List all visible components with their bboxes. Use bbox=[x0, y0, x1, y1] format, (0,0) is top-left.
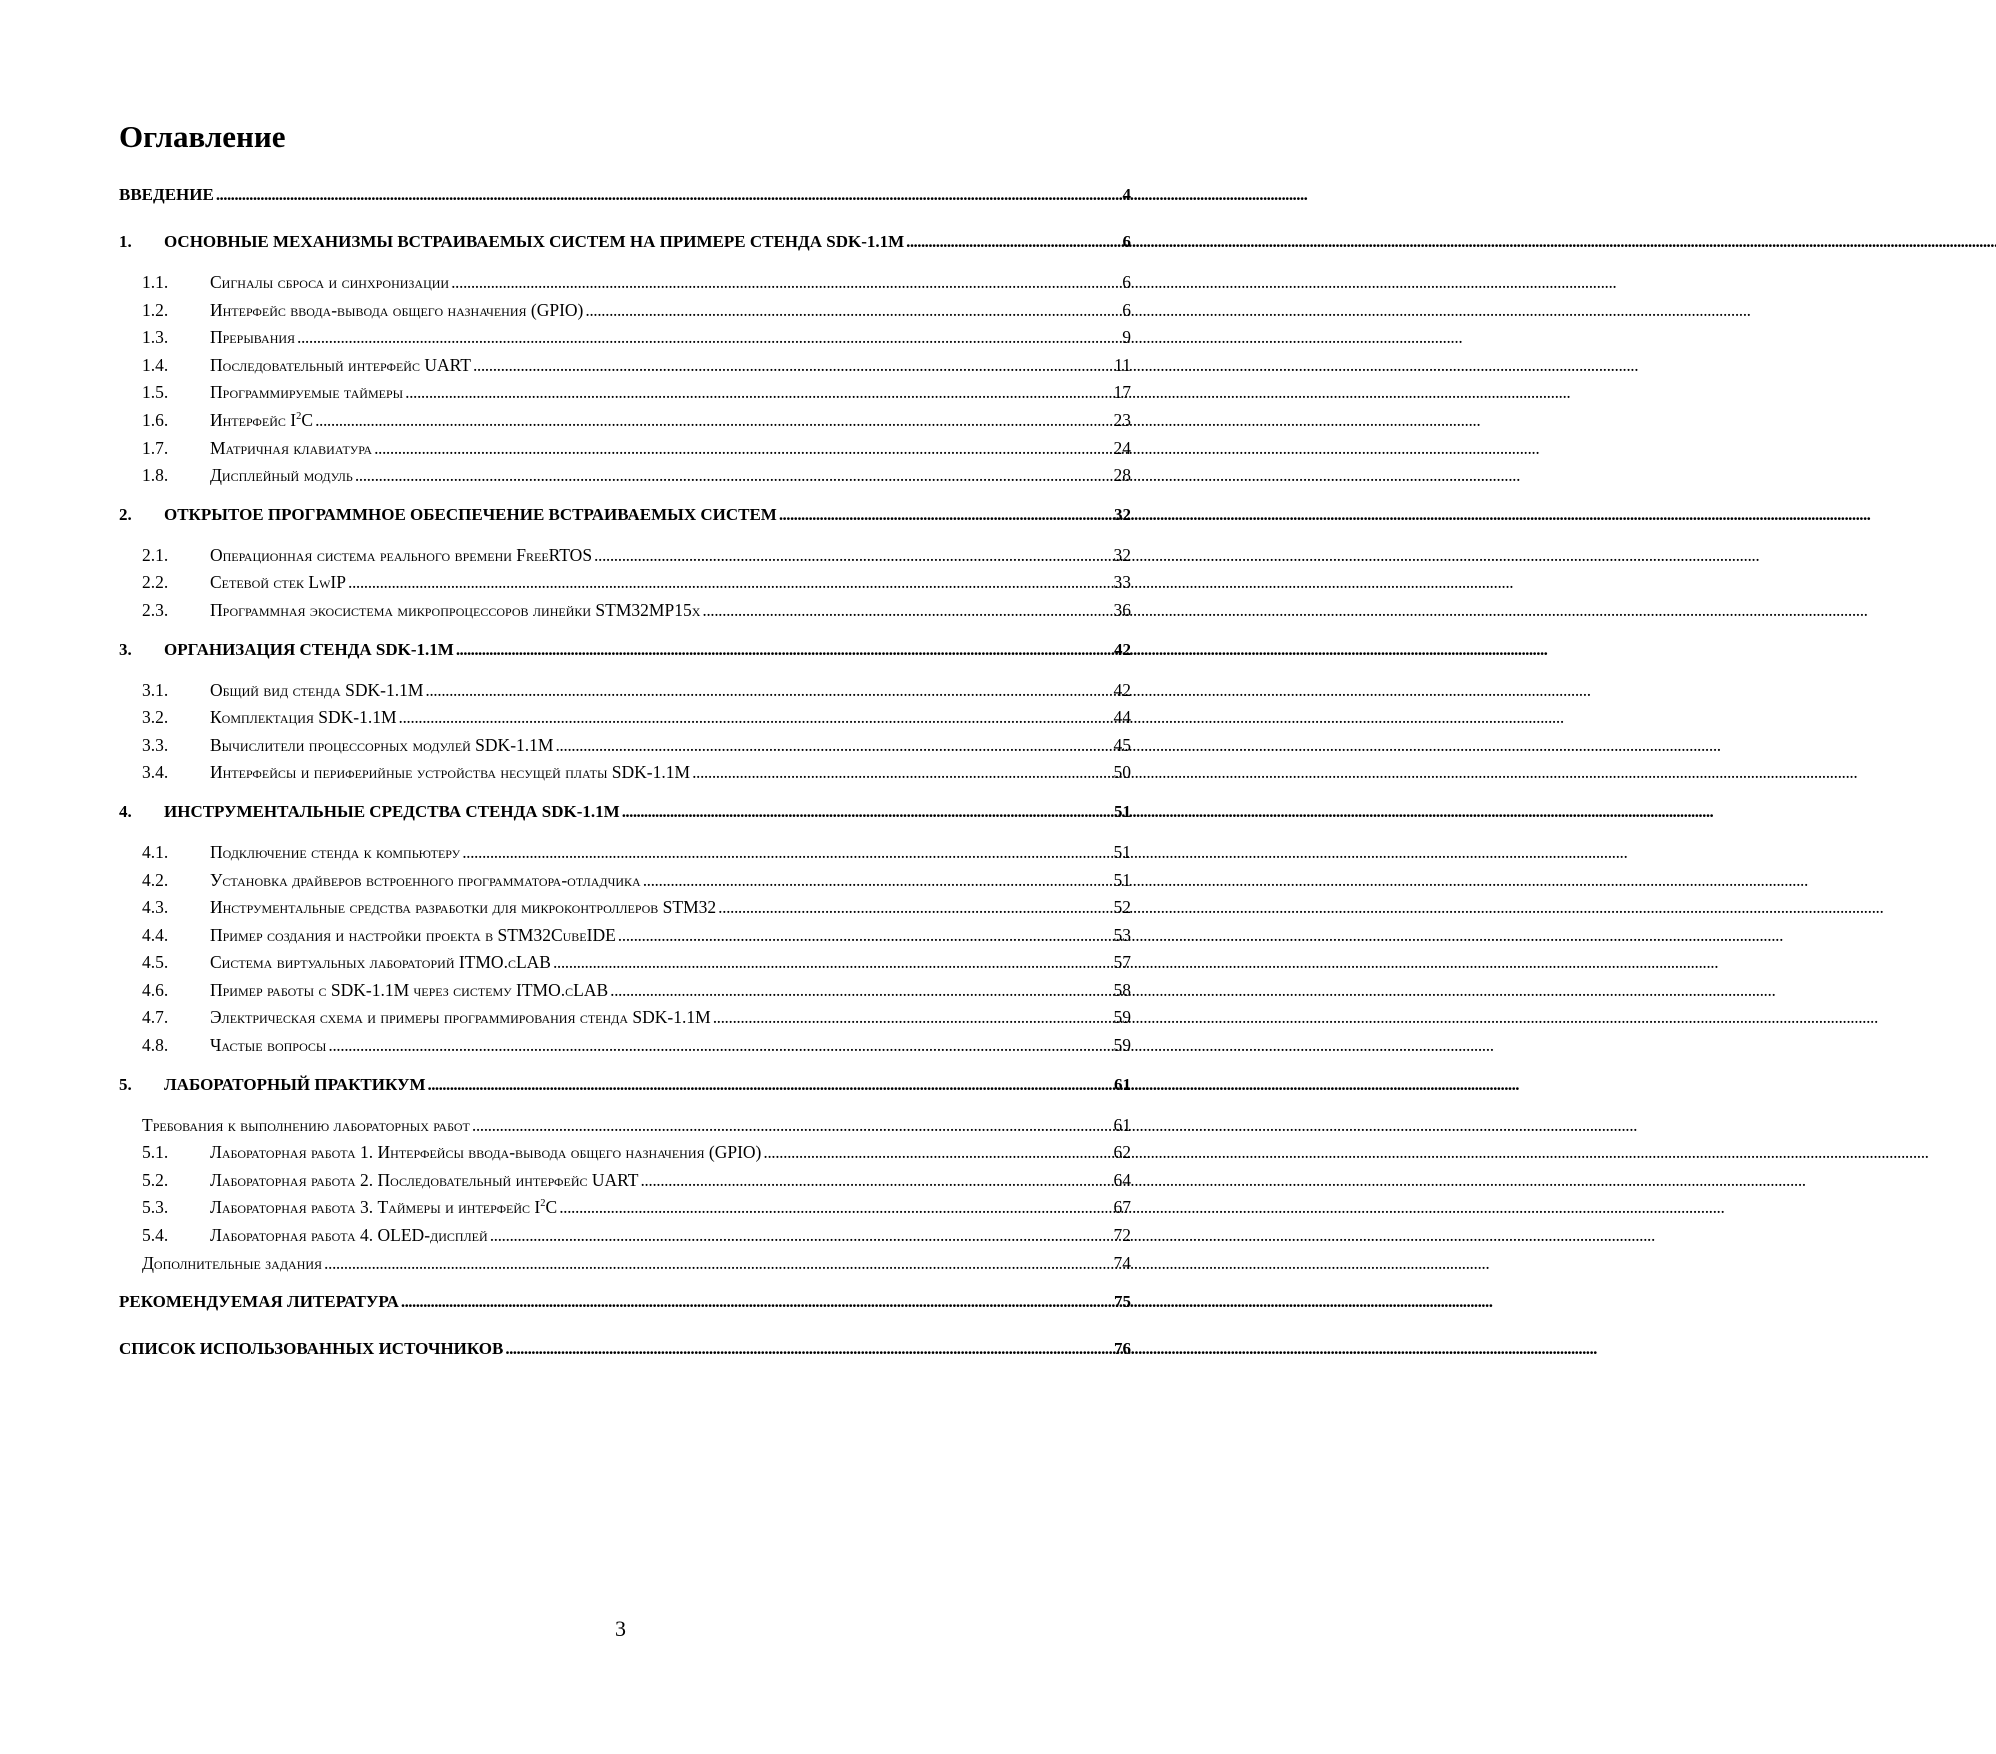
toc-entry-4-3[interactable] bbox=[119, 894, 1131, 922]
toc-entry-1-8[interactable] bbox=[119, 462, 1131, 490]
toc-entry-page: 23 bbox=[1113, 409, 1131, 430]
toc-entry-label: Интерфейс ввода-вывода общего назначения (GPIO) bbox=[210, 299, 584, 320]
toc-leader-dots bbox=[216, 182, 1121, 208]
toc-leader-dots bbox=[315, 407, 1111, 435]
toc-entry-1-6[interactable] bbox=[119, 407, 1131, 435]
toc-leader-dots bbox=[718, 894, 1111, 922]
toc-entry-number: 1.7. bbox=[142, 437, 169, 458]
toc-entry-page: 33 bbox=[1113, 572, 1131, 593]
toc-entry-number: 1.6. bbox=[142, 409, 169, 430]
toc-leader-dots bbox=[505, 1336, 1112, 1362]
toc-entry-label: Пример создания и настройки проекта в STM32CubeIDE bbox=[210, 924, 616, 945]
toc-leader-dots bbox=[428, 1072, 1113, 1098]
toc-entry-label: Матричная клавиатура bbox=[210, 437, 373, 458]
toc-entry-label: Лабораторная работа 3. Таймеры и интерфейс $I^2C$ bbox=[210, 1197, 558, 1218]
toc-entry-number: 4.1. bbox=[142, 841, 169, 862]
toc-entry-label: Установка драйверов встроенного программатора-отладчика bbox=[210, 869, 641, 890]
toc-leader-dots bbox=[324, 1250, 1111, 1278]
toc-entry-page: 64 bbox=[1113, 1169, 1131, 1190]
toc-entry-page: 61 bbox=[1114, 1074, 1131, 1094]
toc-entry-page: 58 bbox=[1113, 979, 1131, 1000]
toc-chapter-1[interactable] bbox=[119, 229, 1131, 255]
toc-entry-label: Подключение стенда к компьютеру bbox=[210, 841, 461, 862]
toc-leader-dots bbox=[401, 1289, 1112, 1315]
toc-entry-number: 1.1. bbox=[142, 272, 169, 292]
toc-entry-number: 4.5. bbox=[142, 952, 169, 973]
toc-entry-label: ИНСТРУМЕНТАЛЬНЫЕ СРЕДСТВА СТЕНДА SDK-1.1M bbox=[164, 801, 620, 821]
toc-entry-label: Система виртуальных лабораторий ITMO.cLAB bbox=[210, 952, 551, 973]
toc-entry-label: Последовательный интерфейс UART bbox=[210, 354, 471, 375]
toc-entry-label: Сигналы сброса и синхронизации bbox=[210, 272, 450, 292]
toc-entry-label: Вычислители процессорных модулей SDK-1.1M bbox=[210, 734, 554, 755]
toc-leader-dots bbox=[622, 799, 1112, 825]
toc-entry-label: Лабораторная работа 4. OLED-дисплей bbox=[210, 1225, 488, 1246]
toc-entry-3-1[interactable] bbox=[119, 677, 1131, 705]
toc-leader-dots bbox=[399, 704, 1112, 732]
toc-entry-1-2[interactable] bbox=[119, 297, 1131, 325]
toc-leader-dots bbox=[692, 759, 1111, 787]
toc-entry-label: ОТКРЫТОЕ ПРОГРАММНОЕ ОБЕСПЕЧЕНИЕ ВСТРАИВАЕМЫХ СИСТЕМ bbox=[164, 504, 777, 524]
toc-leader-dots bbox=[462, 839, 1111, 867]
toc-entry-5-1[interactable] bbox=[119, 1139, 1131, 1167]
toc-entry-label: Пример работы с SDK-1.1M через систему ITMO.cLAB bbox=[210, 979, 609, 1000]
toc-leader-dots bbox=[906, 229, 1120, 255]
toc-entry-sources[interactable] bbox=[119, 1336, 1131, 1362]
toc-entry-4-2[interactable] bbox=[119, 867, 1131, 895]
toc-leader-dots bbox=[585, 297, 1120, 325]
toc-entry-3-2[interactable] bbox=[119, 704, 1131, 732]
toc-entry-label: Сетевой стек LwIP bbox=[210, 572, 346, 593]
toc-leader-dots bbox=[456, 637, 1112, 663]
toc-entry-number: 5.4. bbox=[142, 1225, 169, 1246]
table-of-contents bbox=[119, 182, 1131, 1362]
toc-entry-label: ЛАБОРАТОРНЫЙ ПРАКТИКУМ bbox=[164, 1074, 426, 1094]
toc-entry-number: 5.2. bbox=[142, 1169, 169, 1190]
toc-entry-page: 6 bbox=[1122, 272, 1131, 292]
toc-leader-dots bbox=[405, 379, 1111, 407]
toc-entry-page: 51 bbox=[1114, 801, 1131, 821]
toc-entry-number: 3.1. bbox=[142, 679, 169, 700]
toc-entry-recommended-literature[interactable] bbox=[119, 1289, 1131, 1315]
toc-leader-dots bbox=[451, 269, 1120, 297]
toc-leader-dots bbox=[553, 949, 1112, 977]
toc-leader-dots bbox=[473, 352, 1112, 380]
toc-entry-2-1[interactable] bbox=[119, 542, 1131, 570]
toc-leader-dots bbox=[490, 1222, 1112, 1250]
toc-entry-page: 32 bbox=[1114, 504, 1131, 524]
toc-entry-1-5[interactable] bbox=[119, 379, 1131, 407]
toc-entry-page: 28 bbox=[1113, 465, 1131, 486]
toc-entry-number: 1.8. bbox=[142, 465, 169, 486]
toc-entry-page: 67 bbox=[1113, 1197, 1131, 1218]
toc-entry-page: 62 bbox=[1113, 1142, 1131, 1163]
toc-entry-page: 17 bbox=[1113, 382, 1131, 403]
toc-entry-label: СПИСОК ИСПОЛЬЗОВАННЫХ ИСТОЧНИКОВ bbox=[119, 1339, 504, 1359]
toc-entry-number: 4.4. bbox=[142, 924, 169, 945]
toc-entry-number: 2.2. bbox=[142, 572, 169, 593]
toc-leader-dots bbox=[355, 462, 1112, 490]
toc-entry-label: Частые вопросы bbox=[210, 1035, 327, 1056]
toc-leader-dots bbox=[297, 324, 1120, 352]
toc-entry-extra-tasks[interactable] bbox=[119, 1250, 1131, 1278]
toc-entry-2-2[interactable] bbox=[119, 569, 1131, 597]
toc-entry-label: ОСНОВНЫЕ МЕХАНИЗМЫ ВСТРАИВАЕМЫХ СИСТЕМ НА ПРИМЕРЕ СТЕНДА SDK-1.1M bbox=[164, 232, 905, 251]
toc-entry-page: 32 bbox=[1113, 544, 1131, 565]
toc-entry-4-1[interactable] bbox=[119, 839, 1131, 867]
toc-entry-label: Лабораторная работа 2. Последовательный интерфейс UART bbox=[210, 1169, 639, 1190]
toc-entry-number: 5. bbox=[119, 1074, 132, 1094]
toc-entry-number: 2.3. bbox=[142, 599, 169, 620]
toc-entry-number: 4.3. bbox=[142, 897, 169, 918]
toc-entry-label: Программируемые таймеры bbox=[210, 382, 404, 403]
toc-leader-dots bbox=[643, 867, 1112, 895]
toc-entry-number: 4.6. bbox=[142, 979, 169, 1000]
toc-entry-page: 36 bbox=[1113, 599, 1131, 620]
page-number: 3 bbox=[615, 1616, 626, 1641]
toc-leader-dots bbox=[618, 922, 1112, 950]
toc-entry-number: 1.2. bbox=[142, 299, 169, 320]
toc-entry-intro[interactable] bbox=[119, 182, 1131, 208]
toc-entry-page: 59 bbox=[1113, 1035, 1131, 1056]
toc-leader-dots bbox=[594, 542, 1111, 570]
toc-entry-label: ВВЕДЕНИЕ bbox=[119, 185, 214, 204]
toc-entry-1-3[interactable] bbox=[119, 324, 1131, 352]
toc-entry-number: 4. bbox=[119, 801, 132, 821]
toc-entry-label: Прерывания bbox=[210, 327, 296, 348]
toc-leader-dots bbox=[348, 569, 1112, 597]
toc-entry-label: Дисплейный модуль bbox=[210, 465, 353, 486]
toc-entry-number: 3.4. bbox=[142, 762, 169, 783]
toc-entry-page: 53 bbox=[1113, 924, 1131, 945]
toc-entry-number: 1.3. bbox=[142, 327, 169, 348]
toc-leader-dots bbox=[555, 732, 1111, 760]
toc-entry-page: 42 bbox=[1114, 639, 1131, 659]
toc-entry-label: Лабораторная работа 1. Интерфейсы ввода-вывода общего назначения (GPIO) bbox=[210, 1142, 762, 1163]
toc-entry-number: 5.1. bbox=[142, 1142, 169, 1163]
toc-leader-dots bbox=[374, 435, 1111, 463]
toc-leader-dots bbox=[640, 1167, 1111, 1195]
toc-entry-4-7[interactable] bbox=[119, 1004, 1131, 1032]
toc-leader-dots bbox=[425, 677, 1111, 705]
toc-entry-label: Комплектация SDK-1.1M bbox=[210, 707, 397, 728]
toc-entry-page: 61 bbox=[1113, 1114, 1131, 1135]
toc-entry-number: 2.1. bbox=[142, 544, 169, 565]
toc-chapter-3[interactable] bbox=[119, 637, 1131, 663]
toc-entry-number: 4.2. bbox=[142, 869, 169, 890]
toc-leader-dots bbox=[610, 977, 1111, 1005]
toc-entry-number: 3. bbox=[119, 639, 132, 659]
toc-entry-label: Операционная система реального времени FreeRTOS bbox=[210, 544, 593, 565]
toc-entry-label: Дополнительные задания bbox=[142, 1252, 323, 1273]
toc-entry-number: 3.3. bbox=[142, 734, 169, 755]
toc-entry-page: 76 bbox=[1114, 1339, 1131, 1359]
toc-entry-label: РЕКОМЕНДУЕМАЯ ЛИТЕРАТУРА bbox=[119, 1292, 399, 1312]
toc-entry-page: 24 bbox=[1113, 437, 1131, 458]
toc-entry-page: 9 bbox=[1122, 327, 1131, 348]
toc-entry-page: 42 bbox=[1113, 679, 1131, 700]
toc-entry-5-3[interactable] bbox=[119, 1194, 1131, 1222]
toc-entry-1-7[interactable] bbox=[119, 435, 1131, 463]
toc-entry-4-4[interactable] bbox=[119, 922, 1131, 950]
toc-chapter-5[interactable] bbox=[119, 1072, 1131, 1098]
toc-entry-number: 3.2. bbox=[142, 707, 169, 728]
toc-entry-number: 2. bbox=[119, 504, 132, 524]
toc-entry-5-2[interactable] bbox=[119, 1167, 1131, 1195]
toc-entry-page: 6 bbox=[1122, 232, 1131, 251]
toc-entry-page: 4 bbox=[1122, 185, 1131, 204]
toc-entry-1-4[interactable] bbox=[119, 352, 1131, 380]
toc-entry-page: 74 bbox=[1113, 1252, 1131, 1273]
toc-entry-page: 51 bbox=[1113, 869, 1131, 890]
toc-entry-page: 45 bbox=[1113, 734, 1131, 755]
toc-leader-dots bbox=[779, 502, 1112, 528]
toc-entry-page: 52 bbox=[1113, 897, 1131, 918]
toc-leader-dots bbox=[763, 1139, 1111, 1167]
toc-entry-3-4[interactable] bbox=[119, 759, 1131, 787]
page-title: Оглавление bbox=[119, 119, 286, 154]
toc-entry-label: Программная экосистема микропроцессоров линейки STM32MP15x bbox=[210, 599, 701, 620]
toc-entry-number: 1.4. bbox=[142, 354, 169, 375]
toc-entry-4-8[interactable] bbox=[119, 1032, 1131, 1060]
toc-entry-page: 75 bbox=[1114, 1292, 1131, 1312]
toc-entry-page: 6 bbox=[1122, 299, 1131, 320]
toc-entry-number: 1. bbox=[119, 232, 132, 251]
toc-entry-3-3[interactable] bbox=[119, 732, 1131, 760]
toc-entry-lab-requirements[interactable] bbox=[119, 1112, 1131, 1140]
toc-entry-label: Инструментальные средства разработки для микроконтроллеров STM32 bbox=[210, 897, 717, 918]
toc-entry-label: Интерфейс $I^2C$ bbox=[210, 409, 314, 430]
toc-entry-1-1[interactable] bbox=[119, 269, 1131, 297]
toc-leader-dots bbox=[472, 1112, 1112, 1140]
toc-entry-2-3[interactable] bbox=[119, 597, 1131, 625]
toc-leader-dots bbox=[559, 1194, 1111, 1222]
toc-entry-4-5[interactable] bbox=[119, 949, 1131, 977]
toc-entry-page: 44 bbox=[1113, 707, 1131, 728]
toc-leader-dots bbox=[713, 1004, 1112, 1032]
toc-leader-dots bbox=[328, 1032, 1111, 1060]
toc-entry-page: 72 bbox=[1113, 1225, 1131, 1246]
toc-leader-dots bbox=[702, 597, 1111, 625]
toc-entry-page: 11 bbox=[1114, 354, 1131, 375]
toc-entry-page: 59 bbox=[1113, 1007, 1131, 1028]
toc-entry-number: 5.3. bbox=[142, 1197, 169, 1218]
toc-entry-page: 57 bbox=[1113, 952, 1131, 973]
toc-entry-number: 4.7. bbox=[142, 1007, 169, 1028]
toc-entry-page: 50 bbox=[1113, 762, 1131, 783]
toc-entry-number: 1.5. bbox=[142, 382, 169, 403]
toc-entry-5-4[interactable] bbox=[119, 1222, 1131, 1250]
toc-entry-label: Электрическая схема и примеры программирования стенда SDK-1.1M bbox=[210, 1007, 711, 1028]
toc-entry-label: Требования к выполнению лабораторных работ bbox=[142, 1114, 470, 1135]
toc-entry-label: Интерфейсы и периферийные устройства несущей платы SDK-1.1M bbox=[210, 762, 691, 783]
toc-chapter-2[interactable] bbox=[119, 502, 1131, 528]
toc-chapter-4[interactable] bbox=[119, 799, 1131, 825]
toc-entry-number: 4.8. bbox=[142, 1035, 169, 1056]
toc-entry-page: 51 bbox=[1113, 841, 1131, 862]
toc-entry-label: ОРГАНИЗАЦИЯ СТЕНДА SDK-1.1M bbox=[164, 639, 454, 659]
toc-entry-4-6[interactable] bbox=[119, 977, 1131, 1005]
toc-entry-label: Общий вид стенда SDK-1.1M bbox=[210, 679, 424, 700]
